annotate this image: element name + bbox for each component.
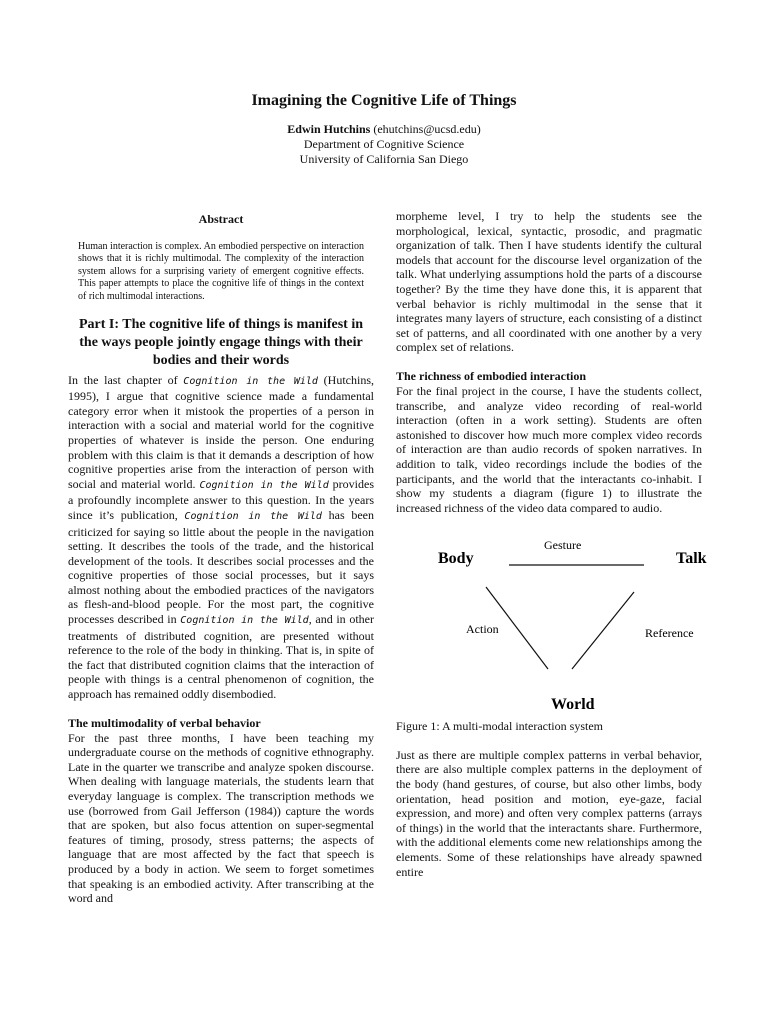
verbal-paragraph: For the past three months, I have been teaching my undergraduate course on the methods of cognitive ethnography. Late in the quarter we transcribe and analyze spoken discourse. When dealing with language materials, the students learn that everyday language is complex. The transcription methods we use (borrowed from Gail Jefferson (1984)) capture the words that are spoken, but also focus attention on super-segmental features of timing, prosody, stress patterns; the aspects of language that are most affected by the fact that speech is produced by a body in action. We seem to forget sometimes that speaking is an embodied activity. After transcribing at the word and [68,730,374,906]
book-title: Cognition in the Wild [184,510,322,522]
author-email: (ehutchins@ucsd.edu) [373,122,481,136]
part1-text-b: (Hutchins, 1995), I argue that cognitive science made a fundamental category error when it mistook the properties of a person in interaction with a social and material world for the cognitive properties of whatever is inside the person. One enduring problem with this claim is that it demands a description of how cognitive properties arise from the interaction of person with social and material world. [68,372,374,491]
paper-title: Imagining the Cognitive Life of Things [251,92,517,109]
part1-paragraph [68,373,374,702]
embodied-paragraph: For the final project in the course, I have the students collect, transcribe, and analyze video recording of real-world interaction (often in a work setting). Students are often astonished to discover how much more complex video records of interaction are than audio records of spoken narratives. In addition to talk, video recordings include the bodies of the participants, and the world that the interactants co-inhabit. I show my students a diagram (figure 1) to illustrate the increased richness of the video data compared to audio. [396,383,702,515]
node-talk: Talk [676,550,707,568]
verbal-paragraph-continued: morpheme level, I try to help the students see the morphological, lexical, syntactic, prosodic, and pragmatic organization of talk. Then I have students identify the cultural models that account for the discourse level organization of the talk. What underlying assumptions hold the parts of a discourse together? By the time they have done this, it is apparent that verbal behavior is richly multimodal in the sense that it integrates many layers of structure, each consisting of a distinct set of patterns, and all coordinated with one another by a very complex set of relations. [396,209,702,355]
abstract-heading: Abstract [198,212,244,226]
author-department: Department of Cognitive Science [303,137,465,151]
book-title: Cognition in the Wild [180,615,309,627]
node-body: Body [438,550,474,568]
right-column [396,209,707,879]
figure-caption: Figure 1: A multi-modal interaction system [396,719,603,734]
part1-heading: Part I: The cognitive life of things is manifest in the ways people jointly engage things with their bodies and their words [78,316,363,368]
book-title: Cognition in the Wild [183,375,318,387]
left-column [68,209,374,906]
author-line [0,122,768,137]
verbal-heading: The multimodality of verbal behavior [68,715,261,730]
closing-paragraph: Just as there are multiple complex patterns in verbal behavior, there are also multiple complex patterns in the deployment of the body (hand gestures, of course, but also other limbs, body orientation, head position and motion, eye-gaze, facial expression, and more) and often very complex patterns (arrays of things) in the world that the interactants share. Furthermore, with the additional elements come new relationships among the elements. Some of these relationships have already spawned entire [396,747,702,879]
abstract-text: Human interaction is complex. An embodied perspective on interaction shows that it is richly multimodal. The complexity of the interaction system allows for a surprising variety of emergent cognitive effects. This paper attempts to place the cognitive life of things in the context of rich multimodal interactions. [78,240,364,302]
figure-1-diagram [396,538,707,714]
reference-edge [572,592,634,669]
node-world: World [551,696,595,714]
embodied-heading: The richness of embodied interaction [396,368,586,383]
author-name: Edwin Hutchins [287,122,371,136]
diagram-svg [396,538,707,714]
part1-text-a: In the last chapter of [68,372,184,387]
part1-text-d: has been criticized for saying so little about the people in the navigation setting. It describes the tools of the trade, and the historical development of the tools. It describes social processes and the cognitive properties of those social processes, but it says almost nothing about the embodied practices of the navigators as flesh-and-blood people. For the most part, the cognitive processes described in [68,507,374,627]
edge-label-action: Action [466,622,499,637]
book-title: Cognition in the Wild [199,479,329,491]
part1-text-e: , and in other treatments of distributed cognition, are presented without reference to the role of the body in thinking. That is, in spite of the fact that distributed cognition claims that the interaction of people with things is a central phenomenon of cognition, the approach has remained oddly disembodied. [68,612,374,702]
part1-text-c: provides a profoundly incomplete answer to this question. In the years since it’s publication, [68,476,375,522]
paper-header [0,92,768,167]
edge-label-reference: Reference [645,626,694,641]
author-university: University of California San Diego [299,152,469,166]
edge-label-gesture: Gesture [544,538,582,553]
